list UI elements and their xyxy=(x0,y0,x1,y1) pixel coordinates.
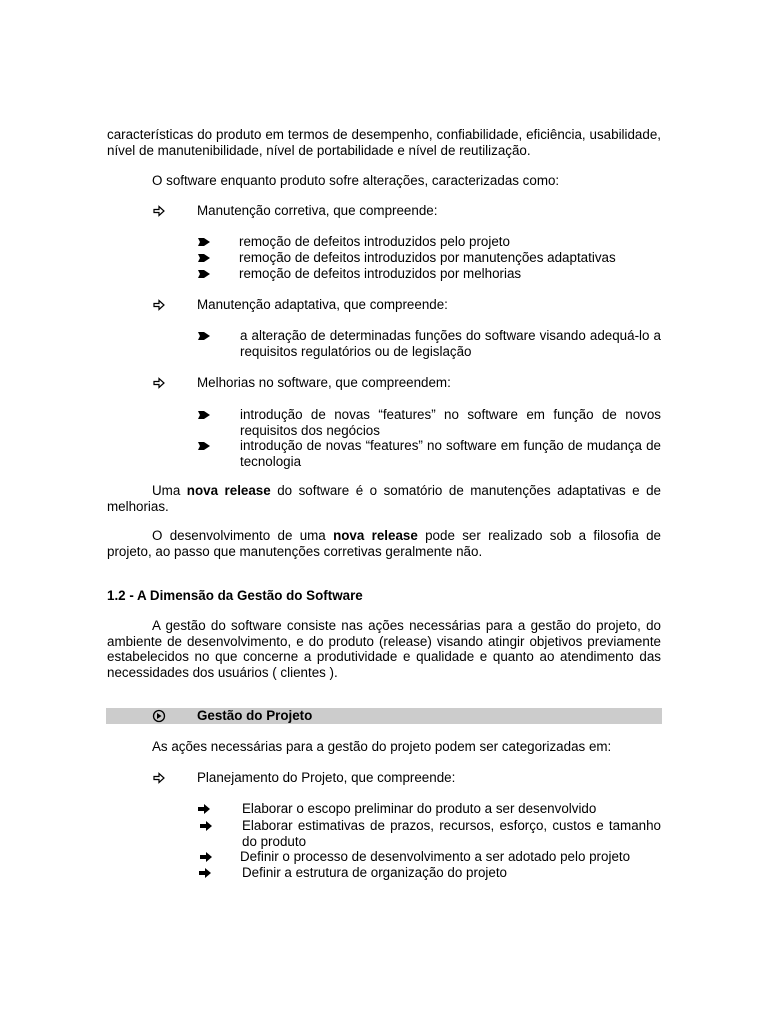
band-title: Gestão do Projeto xyxy=(197,708,313,723)
list-item xyxy=(197,250,661,266)
list-heading-text: Manutenção corretiva, que compreende: xyxy=(197,203,438,218)
paragraph-desenvolvimento: O desenvolvimento de uma nova release pode ser realizado sob a filosofia de projeto, ao passo que manutenções corretivas geralmente não. xyxy=(107,528,661,559)
list-heading-planejamento xyxy=(107,770,661,786)
paragraph-acoes: As ações necessárias para a gestão do projeto podem ser categorizadas em: xyxy=(152,739,612,754)
list-heading-text: Manutenção adaptativa, que compreende: xyxy=(197,297,448,312)
list-item-text: a alteração de determinadas funções do software visando adequá-lo a requisitos regulatórios ou de legislação xyxy=(240,328,661,359)
solid-arrow-icon xyxy=(199,819,213,833)
solid-arrow-icon xyxy=(199,850,213,864)
paragraph-gestao-software: A gestão do software consiste nas ações necessárias para a gestão do projeto, do ambiente de desenvolvimento, e do produto (release) visando atingir objetivos previamente estabelecidos no que concerne a produtividade e qualidade e quanto ao atendimento das necessidades dos usuários ( clientes ). xyxy=(107,618,661,680)
list-heading-adaptativa xyxy=(107,297,661,313)
list-heading-melhorias xyxy=(107,375,661,391)
list-heading-text: Planejamento do Projeto, que compreende: xyxy=(197,770,456,785)
outlined-arrow-icon xyxy=(152,771,166,785)
outlined-arrow-icon xyxy=(152,204,166,218)
list-item-text: Elaborar o escopo preliminar do produto a ser desenvolvido xyxy=(242,801,597,816)
arrowhead-bullet-icon xyxy=(197,267,211,281)
list-item-text: introdução de novas “features” no software em função de mudança de tecnologia xyxy=(240,438,661,469)
section-band xyxy=(106,708,662,724)
list-item xyxy=(197,407,661,438)
outlined-arrow-icon xyxy=(152,298,166,312)
list-item-text: remoção de defeitos introduzidos por manutenções adaptativas xyxy=(239,250,616,265)
circled-arrow-icon xyxy=(152,709,166,723)
list-item xyxy=(197,818,661,849)
arrowhead-bullet-icon xyxy=(197,408,211,422)
section-title: 1.2 - A Dimensão da Gestão do Software xyxy=(107,588,363,603)
list-item-text: Definir o processo de desenvolvimento a ser adotado pelo projeto xyxy=(240,849,631,864)
list-item xyxy=(197,234,661,250)
list-heading-corretiva xyxy=(107,203,661,219)
paragraph-intro: características do produto em termos de desempenho, confiabilidade, eficiência, usabilidade, nível de manutenibilidade, nível de portabilidade e nível de reutilização. xyxy=(107,127,661,158)
solid-arrow-icon xyxy=(197,802,211,816)
list-item-text: Elaborar estimativas de prazos, recursos, esforço, custos e tamanho do produto xyxy=(242,818,661,849)
paragraph-alteracoes: O software enquanto produto sofre alterações, caracterizadas como: xyxy=(152,173,560,188)
list-item-text: Definir a estrutura de organização do projeto xyxy=(242,865,507,880)
paragraph-nova-release: Uma nova release do software é o somatório de manutenções adaptativas e de melhorias. xyxy=(107,483,661,514)
list-item xyxy=(197,266,661,282)
arrowhead-bullet-icon xyxy=(197,235,211,249)
arrowhead-bullet-icon xyxy=(197,329,211,343)
arrowhead-bullet-icon xyxy=(197,439,211,453)
arrowhead-bullet-icon xyxy=(197,251,211,265)
solid-arrow-icon xyxy=(198,866,212,880)
list-item-text: remoção de defeitos introduzidos por melhorias xyxy=(239,266,522,281)
list-item-text: introdução de novas “features” no software em função de novos requisitos dos negócios xyxy=(240,407,661,438)
list-item-text: remoção de defeitos introduzidos pelo projeto xyxy=(239,234,510,249)
list-item xyxy=(197,328,661,359)
list-heading-text: Melhorias no software, que compreendem: xyxy=(197,375,451,390)
list-item xyxy=(197,438,661,469)
outlined-arrow-icon xyxy=(152,376,166,390)
list-item xyxy=(197,849,661,865)
list-item xyxy=(197,801,661,817)
list-item xyxy=(197,865,661,881)
